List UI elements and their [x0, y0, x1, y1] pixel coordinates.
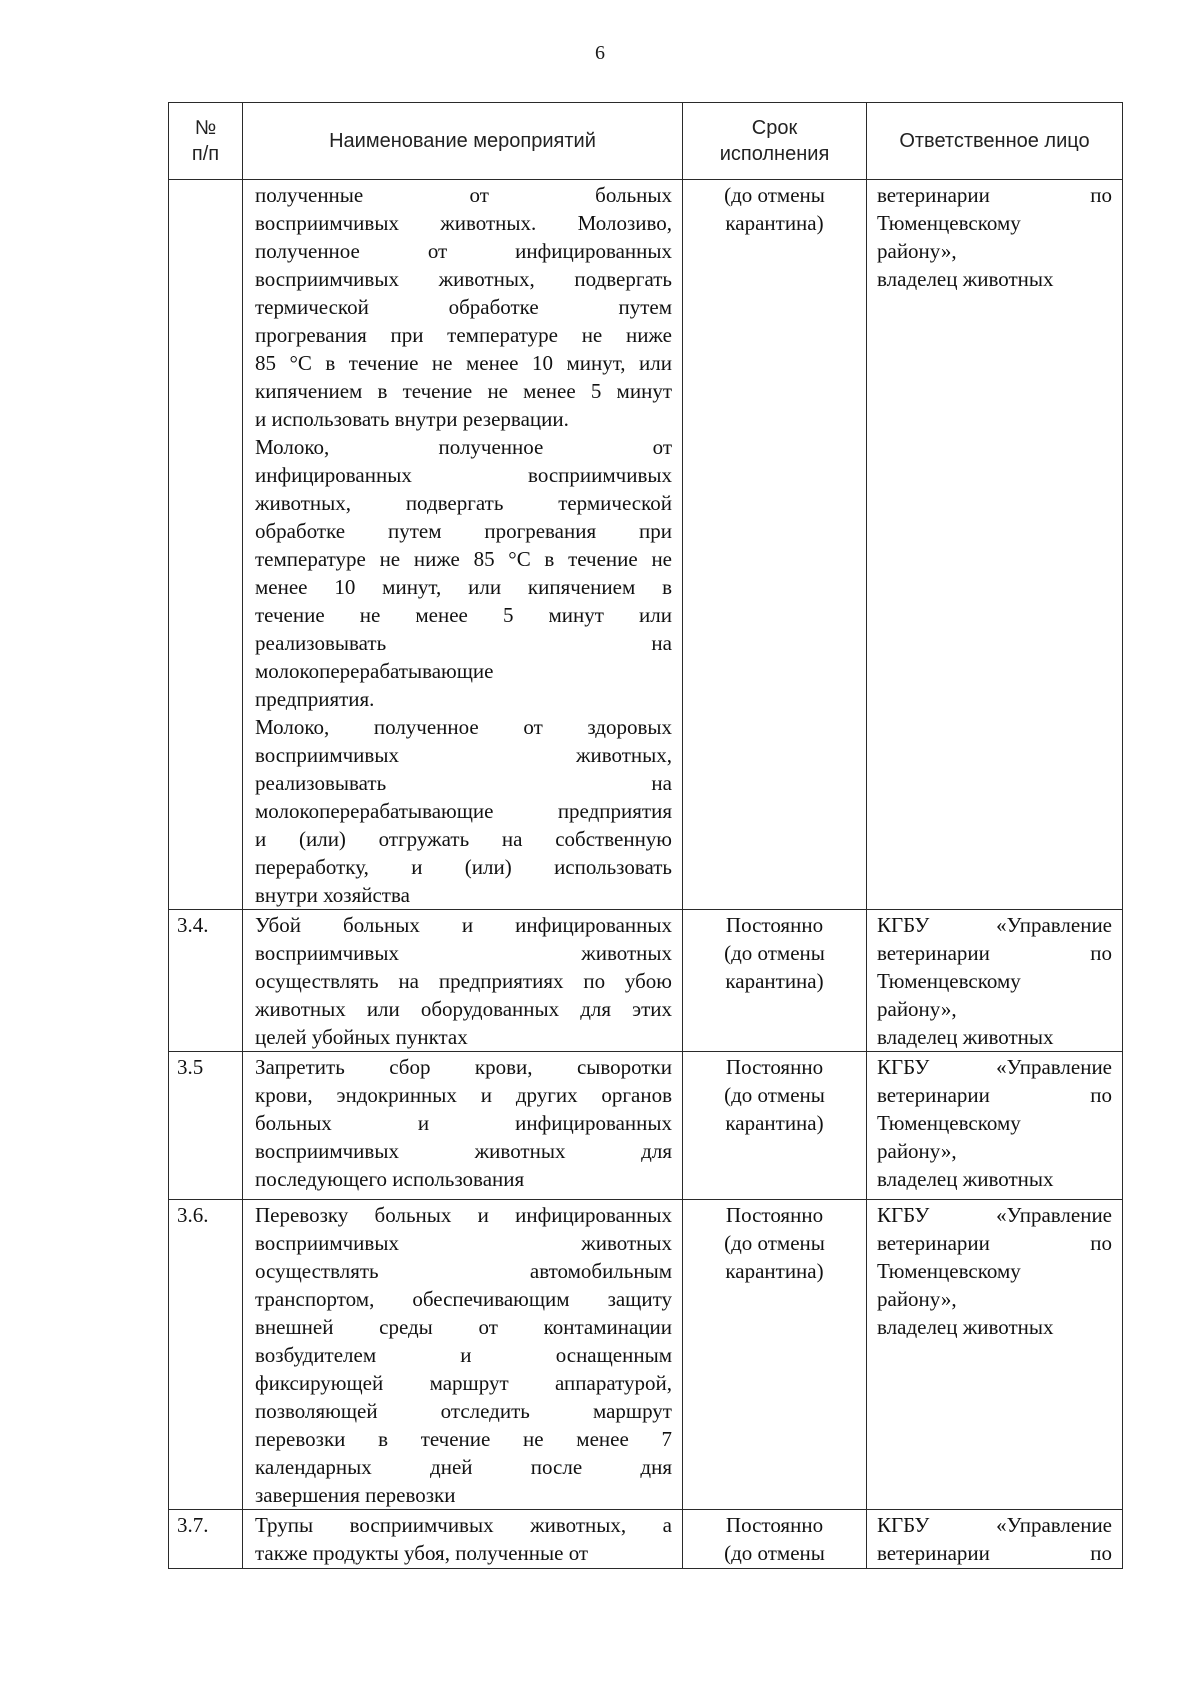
action-line: завершения перевозки: [255, 1483, 456, 1507]
action-line: термической обработке путем: [255, 295, 672, 319]
action-line: восприимчивых животных: [255, 941, 672, 965]
action-line: осуществлять на предприятиях по убою: [255, 969, 672, 993]
term-line: (до отмены: [724, 183, 825, 207]
header-num: [169, 103, 243, 180]
term-line: карантина): [725, 1259, 824, 1283]
header-action: Наименование мероприятий: [243, 103, 683, 180]
responsible-cell: [867, 1200, 1123, 1510]
action-line: последующего использования: [255, 1167, 525, 1191]
action-line: Убой больных и инфицированных: [255, 913, 672, 937]
table-row: [169, 910, 1123, 1052]
term-cell: [683, 180, 867, 910]
header-responsible: Ответственное лицо: [867, 103, 1123, 180]
responsible-line: району»,: [877, 997, 957, 1021]
action-line: и использовать внутри резервации.: [255, 407, 569, 431]
term-line: карантина): [725, 211, 824, 235]
table-row: [169, 1510, 1123, 1569]
action-line: больных и инфицированных: [255, 1111, 672, 1135]
header-term-line: исполнения: [719, 143, 830, 165]
action-line: полученные от больных: [255, 183, 672, 207]
responsible-cell: [867, 180, 1123, 910]
action-cell: [243, 180, 683, 910]
action-line: позволяющей отследить маршрут: [255, 1399, 672, 1423]
header-term: [683, 103, 867, 180]
responsible-line: владелец животных: [877, 267, 1054, 291]
term-line: (до отмены: [724, 1083, 825, 1107]
action-cell: [243, 1200, 683, 1510]
action-line: реализовывать на: [255, 631, 672, 655]
table-row: [169, 1200, 1123, 1510]
term-line: (до отмены: [724, 941, 825, 965]
responsible-line: владелец животных: [877, 1025, 1054, 1049]
term-cell: [683, 910, 867, 1052]
action-line: Перевозку больных и инфицированных: [255, 1203, 672, 1227]
action-line: переработку, и (или) использовать: [255, 855, 672, 879]
action-line: восприимчивых животных. Молозиво,: [255, 211, 672, 235]
row-number: [169, 180, 243, 910]
term-cell: [683, 1200, 867, 1510]
header-term-line: Срок: [751, 117, 798, 139]
responsible-line: Тюменцевскому: [877, 1259, 1021, 1283]
action-line: восприимчивых животных, подвергать: [255, 267, 672, 291]
action-cell: [243, 910, 683, 1052]
responsible-line: КГБУ «Управление: [877, 1203, 1112, 1227]
term-line: (до отмены: [724, 1231, 825, 1255]
responsible-line: району»,: [877, 1139, 957, 1163]
action-cell: [243, 1052, 683, 1200]
responsible-line: КГБУ «Управление: [877, 1055, 1112, 1079]
action-line: температуре не ниже 85 °С в течение не: [255, 547, 672, 571]
action-line: Запретить сбор крови, сыворотки: [255, 1055, 672, 1079]
action-line: восприимчивых животных: [255, 1231, 672, 1255]
responsible-line: Тюменцевскому: [877, 969, 1021, 993]
header-num-line: №: [194, 117, 217, 139]
responsible-cell: [867, 1510, 1123, 1569]
table-row: [169, 1052, 1123, 1200]
responsible-line: КГБУ «Управление: [877, 913, 1112, 937]
action-line: перевозки в течение не менее 7: [255, 1427, 672, 1451]
action-line: возбудителем и оснащенным: [255, 1343, 672, 1367]
responsible-line: ветеринарии по: [877, 1083, 1112, 1107]
term-cell: [683, 1510, 867, 1569]
term-line: (до отмены: [724, 1541, 825, 1565]
responsible-cell: [867, 1052, 1123, 1200]
action-line: Молоко, полученное от здоровых: [255, 715, 672, 739]
action-line: транспортом, обеспечивающим защиту: [255, 1287, 672, 1311]
term-cell: [683, 1052, 867, 1200]
action-line: кипячением в течение не менее 5 минут: [255, 379, 672, 403]
responsible-line: владелец животных: [877, 1315, 1054, 1339]
measures-table: [168, 102, 1123, 1569]
responsible-line: Тюменцевскому: [877, 211, 1021, 235]
row-number: 3.7.: [169, 1510, 243, 1569]
table-header-row: [169, 103, 1123, 180]
responsible-line: владелец животных: [877, 1167, 1054, 1191]
action-line: календарных дней после дня: [255, 1455, 672, 1479]
action-line: восприимчивых животных,: [255, 743, 672, 767]
action-line: осуществлять автомобильным: [255, 1259, 672, 1283]
action-line: фиксирующей маршрут аппаратурой,: [255, 1371, 672, 1395]
term-line: Постоянно: [725, 1513, 824, 1537]
action-line: целей убойных пунктах: [255, 1025, 468, 1049]
term-line: Постоянно: [725, 913, 824, 937]
action-line: также продукты убоя, полученные от: [255, 1541, 589, 1565]
term-line: Постоянно: [725, 1203, 824, 1227]
action-line: внешней среды от контаминации: [255, 1315, 672, 1339]
action-line: восприимчивых животных для: [255, 1139, 672, 1163]
header-num-line: п/п: [191, 143, 220, 165]
action-line: и (или) отгружать на собственную: [255, 827, 672, 851]
action-line: молокоперерабатывающие: [255, 659, 494, 683]
responsible-line: Тюменцевскому: [877, 1111, 1021, 1135]
action-line: Трупы восприимчивых животных, а: [255, 1513, 672, 1537]
term-line: карантина): [725, 969, 824, 993]
responsible-line: КГБУ «Управление: [877, 1513, 1112, 1537]
row-number: 3.4.: [169, 910, 243, 1052]
responsible-line: ветеринарии по: [877, 1541, 1112, 1565]
table-row: [169, 180, 1123, 910]
page-number: 6: [595, 42, 605, 64]
responsible-line: ветеринарии по: [877, 1231, 1112, 1255]
action-line: менее 10 минут, или кипячением в: [255, 575, 672, 599]
row-number: 3.6.: [169, 1200, 243, 1510]
responsible-line: району»,: [877, 1287, 957, 1311]
action-line: инфицированных восприимчивых: [255, 463, 672, 487]
action-line: молокоперерабатывающие предприятия: [255, 799, 672, 823]
action-line: Молоко, полученное от: [255, 435, 672, 459]
responsible-cell: [867, 910, 1123, 1052]
action-line: полученное от инфицированных: [255, 239, 672, 263]
responsible-line: ветеринарии по: [877, 941, 1112, 965]
action-line: 85 °С в течение не менее 10 минут, или: [255, 351, 672, 375]
action-line: прогревания при температуре не ниже: [255, 323, 672, 347]
row-number: 3.5: [169, 1052, 243, 1200]
action-line: животных, подвергать термической: [255, 491, 672, 515]
action-line: обработке путем прогревания при: [255, 519, 672, 543]
action-line: внутри хозяйства: [255, 883, 410, 907]
action-cell: [243, 1510, 683, 1569]
term-line: карантина): [725, 1111, 824, 1135]
action-line: предприятия.: [255, 687, 375, 711]
action-line: крови, эндокринных и других органов: [255, 1083, 672, 1107]
action-line: течение не менее 5 минут или: [255, 603, 672, 627]
action-line: животных или оборудованных для этих: [255, 997, 672, 1021]
responsible-line: району»,: [877, 239, 957, 263]
action-line: реализовывать на: [255, 771, 672, 795]
responsible-line: ветеринарии по: [877, 183, 1112, 207]
term-line: Постоянно: [725, 1055, 824, 1079]
